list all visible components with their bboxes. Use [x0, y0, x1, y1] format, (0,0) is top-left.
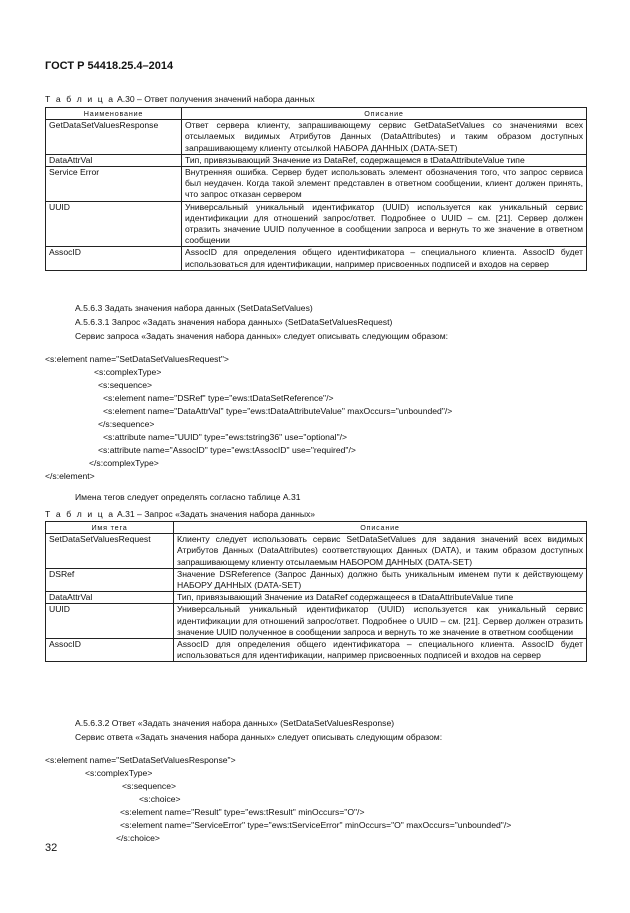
column-header-description: Описание: [174, 522, 587, 534]
cell-name: AssocID: [46, 247, 182, 270]
page-header: ГОСТ Р 54418.25.4–2014: [45, 60, 174, 72]
subsection-heading: A.5.6.3.2 Ответ «Задать значения набора данных» (SetDataSetValuesResponse): [75, 718, 395, 728]
code-line: </s:element>: [45, 471, 95, 481]
cell-name: DSRef: [46, 568, 174, 591]
table-row: [46, 604, 587, 639]
code-line: <s:element name="DataAttrVal" type="ews:tDataAttributeValue" maxOccurs="unbounded"/>: [103, 406, 453, 416]
code-line: <s:element name="SetDataSetValuesResponse">: [45, 755, 236, 765]
paragraph: Сервис запроса «Задать значения набора данных» следует описывать следующим образом:: [75, 331, 448, 341]
cell-description: Клиенту следует использовать сервис SetDataSetValues для задания значений всех видимых Атрибутов Данных (DataAttributes) соответствующих Данных (DATA), и таким образом доступных запрашивающему клиенту отсылаемым НАБОРОМ ДАННЫХ (DATA-SET): [174, 534, 587, 569]
code-line: <s:element name="ServiceError" type="ews:tServiceError" minOccurs="O" maxOccurs="unbounded"/>: [120, 820, 512, 830]
table-header-row: [46, 108, 587, 120]
code-line: <s:choice>: [139, 794, 181, 804]
table-header-row: [46, 522, 587, 534]
cell-description: Универсальный уникальный идентификатор (UUID) используется как уникальный сервис идентификации для отношений запрос/ответ. Подробнее о UUID – см. [21]. Сервер должен отразить значение UUID полученное в сообщении запроса и вернуть то же значение в ответном сообщении: [174, 604, 587, 639]
section-heading: A.5.6.3 Задать значения набора данных (SetDataSetValues): [75, 303, 313, 313]
table-row: [46, 120, 587, 155]
table-row: [46, 154, 587, 166]
code-line: <s:complexType>: [85, 768, 153, 778]
code-line: </s:choice>: [116, 833, 160, 843]
table-row: [46, 201, 587, 247]
table-a31-caption-prefix: Т а б л и ц а: [45, 509, 115, 519]
column-header-tag-name: Имя тега: [46, 522, 174, 534]
cell-description: AssocID для определения общего идентификатора – специального клиента. AssocID будет использоваться для идентификации, например присвоенных подписей и входов на сервер: [174, 639, 587, 662]
code-line: <s:attribute name="UUID" type="ews:tstring36" use="optional"/>: [103, 432, 348, 442]
cell-name: DataAttrVal: [46, 592, 174, 604]
cell-name: Service Error: [46, 167, 182, 202]
cell-name: DataAttrVal: [46, 154, 182, 166]
cell-name: GetDataSetValuesResponse: [46, 120, 182, 155]
paragraph: Имена тегов следует определять согласно таблице А.31: [75, 492, 301, 502]
cell-description: Тип, привязывающий Значение из DataRef содержащееся в tDataAttributeValue типе: [174, 592, 587, 604]
table-a30-caption-text: A.30 – Ответ получения значений набора данных: [114, 94, 315, 104]
code-line: <s:attribute name="AssocID" type="ews:tAssocID" use="required"/>: [98, 445, 356, 455]
code-line: <s:element name="DSRef" type="ews:tDataSetReference"/>: [103, 393, 334, 403]
table-row: [46, 534, 587, 569]
table-row: [46, 639, 587, 662]
table-a30-caption-prefix: Т а б л и ц а: [45, 94, 115, 104]
table-row: [46, 247, 587, 270]
table-row: [46, 592, 587, 604]
cell-name: UUID: [46, 201, 182, 247]
table-a30-caption: [45, 94, 315, 104]
table-row: [46, 568, 587, 591]
page-number: 32: [45, 842, 58, 854]
cell-description: Ответ сервера клиенту, запрашивающему сервис GetDataSetValues со значениями всех отсылаемых видимых Атрибутов Данных (DataAttributes) и таким образом доступных запрашивающему клиенту отсылкой НАБОРА ДАННЫХ (DATA-SET): [182, 120, 587, 155]
code-line: <s:element name="SetDataSetValuesRequest">: [45, 354, 229, 364]
table-row: [46, 167, 587, 202]
column-header-name: Наименование: [46, 108, 182, 120]
cell-description: AssocID для определения общего идентификатора – специального клиента. AssocID будет использоваться для идентификации, например присвоенных подписей и входов на сервер: [182, 247, 587, 270]
cell-description: Тип, привязывающий Значение из DataRef, содержащемся в tDataAttributeValue типе: [182, 154, 587, 166]
cell-description: Универсальный уникальный идентификатор (UUID) используется как уникальный сервис идентификации для отношений запрос/ответ. Подробнее о UUID – см. [21]. Сервер должен отразить значение UUID полученное в сообщении запроса и вернуть то же значение в ответном сообщении: [182, 201, 587, 247]
cell-description: Значение DSReference (Запрос Данных) должно быть уникальным именем пути к действующему НАБОРУ ДАННЫХ (DATA-SET): [174, 568, 587, 591]
code-line: <s:sequence>: [122, 781, 176, 791]
table-a31-caption: [45, 509, 315, 519]
table-a31-caption-text: A.31 – Запрос «Задать значения набора данных»: [114, 509, 316, 519]
code-line: </s:sequence>: [98, 419, 155, 429]
column-header-description: Описание: [182, 108, 587, 120]
table-a30: [45, 107, 587, 271]
code-line: </s:complexType>: [89, 458, 159, 468]
cell-name: SetDataSetValuesRequest: [46, 534, 174, 569]
cell-name: AssocID: [46, 639, 174, 662]
cell-name: UUID: [46, 604, 174, 639]
table-a31: [45, 521, 587, 662]
code-line: <s:element name="Result" type="ews:tResult" minOccurs="O"/>: [120, 807, 365, 817]
paragraph: Сервис ответа «Задать значения набора данных» следует описывать следующим образом:: [75, 732, 443, 742]
subsection-heading: A.5.6.3.1 Запрос «Задать значения набора данных» (SetDataSetValuesRequest): [75, 317, 393, 327]
code-line: <s:sequence>: [98, 380, 152, 390]
code-line: <s:complexType>: [94, 367, 162, 377]
cell-description: Внутренняя ошибка. Сервер будет использовать элемент обозначения того, что запрос сервиса был неудачен. Когда такой элемент представлен в ответном сообщении, клиент должен принять, что запрос отказан сервером: [182, 167, 587, 202]
